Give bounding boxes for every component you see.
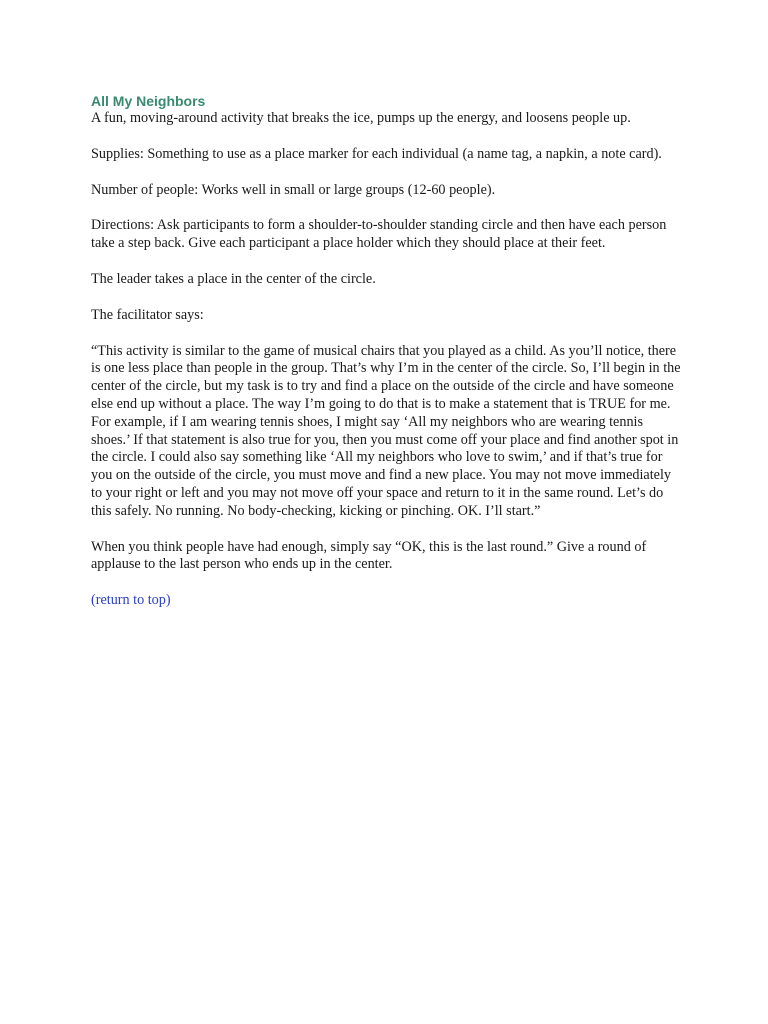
ending-paragraph: When you think people have had enough, simply say “OK, this is the last round.” Give a round of applause to the last person who ends up in the center.	[91, 538, 647, 573]
document-page	[91, 93, 683, 628]
facilitator-says-paragraph: The facilitator says:	[91, 306, 204, 323]
intro-paragraph: A fun, moving-around activity that breaks the ice, pumps up the energy, and loosens people up.	[91, 110, 631, 126]
return-to-top-link[interactable]: (return to top)	[91, 592, 171, 609]
leader-paragraph: The leader takes a place in the center of the circle.	[91, 270, 376, 287]
number-of-people-paragraph: Number of people: Works well in small or large groups (12-60 people).	[91, 181, 496, 198]
return-to-top-container	[91, 592, 683, 610]
facilitator-quote-paragraph: “This activity is similar to the game of musical chairs that you played as a child. As you’ll notice, there is one less place than people in the group. That’s why I’m in the center of the circle. So, I’ll begin in the center of the circle, but my task is to try and find a place on the outside of the circle and have someone else end up without a place. The way I’m going to do that is to make a statement that is TRUE for me. For example, if I am wearing tennis shoes, I might say ‘All my neighbors who are wearing tennis shoes.’ If that statement is also true for you, then you must come off your place and find another spot in the circle. I could also say something like ‘All my neighbors who love to swim,’ and if that’s true for you on the outside of the circle, you must move and find a new place. You may not move immediately to your right or left and you may not move off your space and return to it in the same round. Let’s do this safely. No running. No body-checking, kicking or pinching. OK. I’ll start.”	[91, 342, 681, 519]
directions-paragraph: Directions: Ask participants to form a shoulder-to-shoulder standing circle and then have each person take a step back. Give each participant a place holder which they should place at their feet.	[91, 217, 667, 252]
supplies-paragraph: Supplies: Something to use as a place marker for each individual (a name tag, a napkin, a note card).	[91, 145, 662, 162]
page-title: All My Neighbors	[91, 93, 206, 109]
